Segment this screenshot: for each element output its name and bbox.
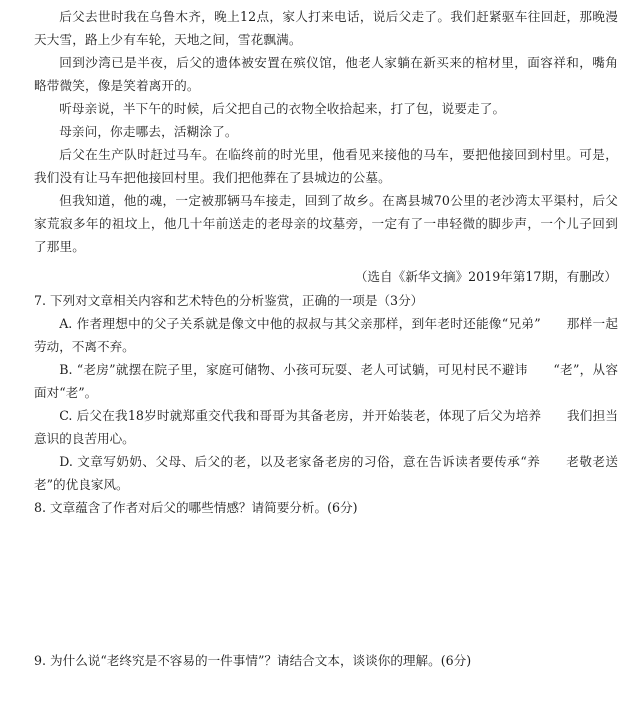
source-citation: （选自《新华文摘》2019年第17期，有删改） (354, 269, 617, 284)
answer-space (34, 522, 618, 642)
passage-paragraph: 后父去世时我在乌鲁木齐，晚上12点，家人打来电话，说后父走了。我们赶紧驱车往回赶，那晚漫天大雪，路上少有车轮，天地之间，雪花飘满。 (34, 9, 618, 47)
passage-paragraph: 但我知道，他的魂，一定被那辆马车接走，回到了故乡。在离县城70公里的老沙湾太平渠村，后父家荒寂多年的祖坟上，他几十年前送走的老母亲的坟墓旁，一定有了一串轻微的脚步声，一个儿子回到了那里。 (34, 193, 618, 254)
question-7-option-a: A. 作者理想中的父子关系就是像文中他的叔叔与其父亲那样，到年老时还能像“兄弟” 那样一起劳动，不离不弃。 (34, 316, 618, 354)
passage-paragraph: 听母亲说，半下午的时候，后父把自己的衣物全收拾起来，打了包，说要走了。 (59, 101, 506, 116)
question-8-stem: 8. 文章蕴含了作者对后父的哪些情感？请简要分析。(6分) (34, 500, 358, 515)
question-7-stem: 7. 下列对文章相关内容和艺术特色的分析鉴赏，正确的一项是（3分） (34, 293, 424, 308)
question-7-option-b: B. “老房”就摆在院子里，家庭可储物、小孩可玩耍、老人可试躺，可见村民不避讳 “老”，从容面对“老”。 (34, 362, 618, 400)
question-9-stem: 9. 为什么说“老终究是不容易的一件事情”？请结合文本，谈谈你的理解。(6分) (34, 653, 472, 668)
question-7-option-d: D. 文章写奶奶、父母、后父的老，以及老家备老房的习俗，意在告诉读者要传承“养 老敬老送老”的优良家风。 (34, 454, 618, 492)
passage-paragraph: 母亲问，你走哪去，活糊涂了。 (59, 124, 238, 139)
question-7-option-c: C. 后父在我18岁时就郑重交代我和哥哥为其备老房，并开始装老，体现了后父为培养 我们担当意识的良苦用心。 (34, 408, 618, 446)
passage-paragraph: 回到沙湾已是半夜，后父的遗体被安置在殡仪馆，他老人家躺在新买来的棺材里，面容祥和，嘴角略带微笑，像是笑着离开的。 (34, 55, 618, 93)
passage-paragraph: 后父在生产队时赶过马车。在临终前的时光里，他看见来接他的马车，要把他接回到村里。可是，我们没有让马车把他接回村里。我们把他葬在了县城边的公墓。 (34, 147, 618, 185)
